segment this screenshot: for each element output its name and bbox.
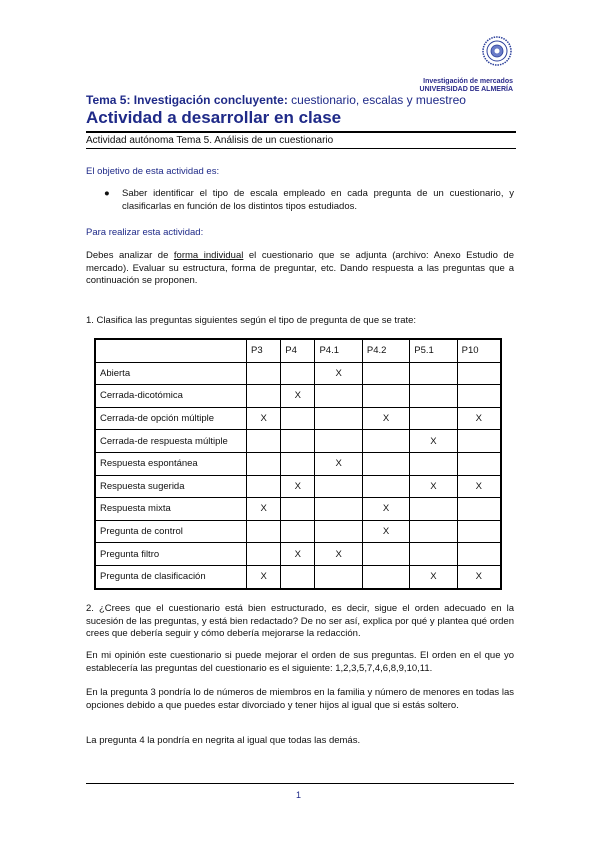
answer-paragraph-2: En la pregunta 3 pondría lo de números de miembros en la familia y número de menores en todas las opciones debido a que puedes estar divorciado y tener hijos al igual que si estás soltero. [86,687,514,711]
table-row [95,565,501,588]
answer-paragraph-3: La pregunta 4 la pondría en negrita al igual que todas las demás. [86,735,361,746]
table-cell [281,452,315,475]
footer-rule [86,783,514,784]
table-cell [281,407,315,430]
table-cell [410,498,457,521]
table-cell [457,543,501,566]
table-cell [362,362,409,385]
row-label: Cerrada-dicotómica [95,385,247,408]
page-title: Actividad a desarrollar en clase [86,108,342,127]
instructions-underlined: forma individual [173,250,244,261]
table-row [95,385,501,408]
row-label: Cerrada-de opción múltiple [95,407,247,430]
table-cell [281,520,315,543]
table-cell [281,430,315,453]
table-cell: X [315,543,362,566]
table-cell [457,362,501,385]
table-cell: X [247,565,281,588]
table-row [95,407,501,430]
instructions-text [86,250,514,288]
page-subtitle: Actividad autónoma Tema 5. Análisis de un cuestionario [86,135,334,146]
title-rule [86,131,516,133]
classification-table [94,338,502,590]
university-name: UNIVERSIDAD DE ALMERÍA [419,86,513,93]
table-corner-cell [95,339,247,362]
table-cell [315,475,362,498]
table-cell: X [281,385,315,408]
objective-heading: El objetivo de esta actividad es: [86,166,220,177]
topic-bold: Tema 5: Investigación concluyente: [86,93,288,107]
row-label: Pregunta de clasificación [95,565,247,588]
table-cell: X [362,520,409,543]
row-label: Respuesta espontánea [95,452,247,475]
table-cell [457,520,501,543]
subtitle-rule [86,148,516,149]
table-cell [281,498,315,521]
table-cell [247,452,281,475]
column-header: P4.2 [362,339,409,362]
table-cell [247,430,281,453]
table-cell [457,430,501,453]
table-cell: X [410,565,457,588]
table-cell: X [281,475,315,498]
table-row [95,520,501,543]
page-number: 1 [296,790,302,800]
table-cell [457,385,501,408]
table-cell [281,565,315,588]
table-cell [315,430,362,453]
table-cell: X [315,362,362,385]
row-label: Respuesta mixta [95,498,247,521]
answer-paragraph-1: En mi opinión este cuestionario si puede mejorar el orden de sus preguntas. El orden en el que yo establecería las preguntas del cuestionario es el siguiente: 1,2,3,5,7,4,6,8,9,10,11. [86,650,514,674]
table-cell [281,362,315,385]
table-cell [315,565,362,588]
table-cell [410,543,457,566]
table-cell [315,385,362,408]
table-row [95,475,501,498]
table-cell: X [247,407,281,430]
table-cell [362,385,409,408]
table-cell [247,520,281,543]
table-cell: X [362,407,409,430]
instructions-part2: el cuestionario que se adjunta (archivo: Anexo Estudio de mercado). Evaluar su estructura, forma de preguntar, etc. Dando respuesta a las preguntas que a continuación se proponen. [86,250,514,286]
table-cell [410,520,457,543]
table-cell [315,407,362,430]
table-cell: X [410,430,457,453]
column-header: P4 [281,339,315,362]
bullet-icon: ● [104,188,110,199]
table-cell: X [362,498,409,521]
table-cell [410,407,457,430]
table-cell [362,452,409,475]
table-cell: X [457,475,501,498]
question-1: 1. Clasifica las preguntas siguientes según el tipo de pregunta de que se trate: [86,315,417,326]
table-row [95,452,501,475]
row-label: Cerrada-de respuesta múltiple [95,430,247,453]
table-cell [410,385,457,408]
university-seal-logo [482,36,512,66]
table-cell: X [457,565,501,588]
table-cell [247,543,281,566]
table-cell: X [315,452,362,475]
university-label [420,78,513,94]
table-cell [247,385,281,408]
objective-bullet [104,188,514,213]
instructions-heading: Para realizar esta actividad: [86,227,204,238]
table-cell [362,430,409,453]
table-cell [315,498,362,521]
table-cell [362,565,409,588]
table-row [95,498,501,521]
table-cell: X [457,407,501,430]
table-header-row [95,339,501,362]
table-cell [410,452,457,475]
row-label: Pregunta filtro [95,543,247,566]
table-cell: X [410,475,457,498]
objective-text: Saber identificar el tipo de escala empleado en cada pregunta de un cuestionario, y clasificarlas en función de los distintos tipos estudiados. [122,188,514,212]
column-header: P10 [457,339,501,362]
table-cell [457,452,501,475]
column-header: P5.1 [410,339,457,362]
table-cell [247,475,281,498]
instructions-part1: Debes analizar de [86,250,174,261]
table-cell [362,543,409,566]
table-cell [457,498,501,521]
topic-rest: cuestionario, escalas y muestreo [287,93,466,107]
table-row [95,543,501,566]
table-cell [247,362,281,385]
table-cell [315,520,362,543]
column-header: P3 [247,339,281,362]
row-label: Abierta [95,362,247,385]
document-header [86,93,516,149]
course-name: Investigación de mercados [423,78,513,85]
topic-line [86,93,516,107]
table-cell: X [247,498,281,521]
column-header: P4.1 [315,339,362,362]
table-row [95,430,501,453]
table-cell [410,362,457,385]
table-row [95,362,501,385]
table-cell [362,475,409,498]
question-2: 2. ¿Crees que el cuestionario está bien estructurado, es decir, sigue el orden adecuado en la sucesión de las preguntas, y está bien redactado? De no ser así, explica por qué y plantea qué orden crees que debería seguir y cómo debería mejorarse la redacción. [86,603,514,639]
table-cell: X [281,543,315,566]
row-label: Pregunta de control [95,520,247,543]
row-label: Respuesta sugerida [95,475,247,498]
